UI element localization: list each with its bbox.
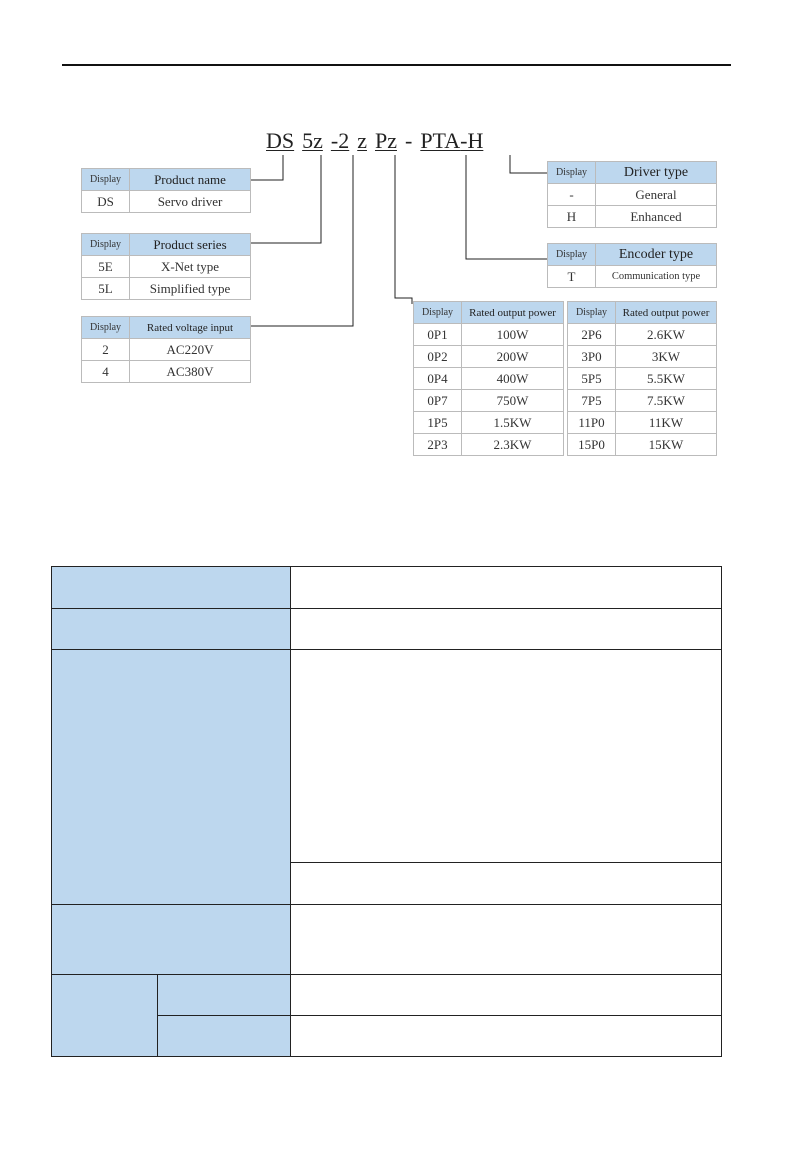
code-cell: 2 xyxy=(82,339,130,361)
table-row xyxy=(568,412,717,434)
product-series-title: Product series xyxy=(130,234,251,256)
leader-power xyxy=(395,155,412,304)
table-row xyxy=(414,390,564,412)
value-cell: Enhanced xyxy=(596,206,717,228)
code-cell: - xyxy=(548,184,596,206)
table-row xyxy=(568,368,717,390)
value-cell: 15KW xyxy=(616,434,717,456)
leader-product-name xyxy=(250,155,283,180)
spec-table xyxy=(51,566,722,1057)
code-cell: 0P1 xyxy=(414,324,462,346)
encoder-type-title: Encoder type xyxy=(596,244,717,266)
value-cell: 3KW xyxy=(616,346,717,368)
value-cell xyxy=(291,567,722,609)
value-cell: 400W xyxy=(462,368,564,390)
model-voltage: -2 xyxy=(330,128,350,153)
table-row xyxy=(82,256,251,278)
model-encoder: PTA xyxy=(420,128,461,153)
product-name-table xyxy=(81,168,251,213)
code-cell: 15P0 xyxy=(568,434,616,456)
model-z-mark: z xyxy=(357,128,367,153)
table-row xyxy=(52,609,722,650)
value-cell: 1.5KW xyxy=(462,412,564,434)
table-row xyxy=(52,975,722,1016)
label-cell xyxy=(52,975,158,1057)
table-row xyxy=(414,346,564,368)
driver-type-title: Driver type xyxy=(596,162,717,184)
code-cell: DS xyxy=(82,191,130,213)
value-cell: 100W xyxy=(462,324,564,346)
leader-rated-voltage xyxy=(250,155,353,326)
label-cell xyxy=(52,567,291,609)
code-cell: T xyxy=(548,266,596,288)
table-row xyxy=(414,368,564,390)
encoder-type-table xyxy=(547,243,717,288)
table-row xyxy=(52,905,722,975)
code-cell: 2P3 xyxy=(414,434,462,456)
table-row xyxy=(548,184,717,206)
table-row xyxy=(52,567,722,609)
code-cell: 2P6 xyxy=(568,324,616,346)
power-table-right xyxy=(567,301,717,456)
value-cell xyxy=(291,863,722,905)
driver-type-table xyxy=(547,161,717,228)
table-row xyxy=(414,434,564,456)
value-cell: General xyxy=(596,184,717,206)
model-dash: - xyxy=(404,128,413,153)
value-cell: AC220V xyxy=(130,339,251,361)
value-cell xyxy=(291,609,722,650)
code-cell: 7P5 xyxy=(568,390,616,412)
value-cell xyxy=(291,1016,722,1057)
model-series: 5z xyxy=(302,128,323,153)
value-cell xyxy=(291,905,722,975)
leader-encoder xyxy=(466,155,548,259)
value-cell: X-Net type xyxy=(130,256,251,278)
rated-voltage-table xyxy=(81,316,251,383)
sublabel-cell xyxy=(158,1016,291,1057)
display-header: Display xyxy=(548,162,596,184)
model-prefix: DS xyxy=(266,128,295,153)
value-cell: 11KW xyxy=(616,412,717,434)
label-cell xyxy=(52,905,291,975)
code-cell: 11P0 xyxy=(568,412,616,434)
label-cell xyxy=(52,650,291,905)
display-header: Display xyxy=(548,244,596,266)
leader-product-series xyxy=(250,155,321,243)
table-row xyxy=(568,324,717,346)
display-header: Display xyxy=(414,302,462,324)
power-title: Rated output power xyxy=(616,302,717,324)
value-cell: 200W xyxy=(462,346,564,368)
value-cell: Servo driver xyxy=(130,191,251,213)
display-header: Display xyxy=(568,302,616,324)
display-header: Display xyxy=(82,169,130,191)
rated-voltage-title: Rated voltage input xyxy=(130,317,251,339)
code-cell: 0P4 xyxy=(414,368,462,390)
code-cell: 5P5 xyxy=(568,368,616,390)
value-cell: 750W xyxy=(462,390,564,412)
table-row xyxy=(82,339,251,361)
code-cell: H xyxy=(548,206,596,228)
code-cell: 0P7 xyxy=(414,390,462,412)
value-cell: 2.6KW xyxy=(616,324,717,346)
value-cell: 2.3KW xyxy=(462,434,564,456)
value-cell xyxy=(291,650,722,863)
display-header: Display xyxy=(82,234,130,256)
code-cell: 1P5 xyxy=(414,412,462,434)
code-cell: 4 xyxy=(82,361,130,383)
code-cell: 5E xyxy=(82,256,130,278)
product-name-title: Product name xyxy=(130,169,251,191)
table-row xyxy=(414,412,564,434)
table-row xyxy=(568,390,717,412)
code-cell: 0P2 xyxy=(414,346,462,368)
sublabel-cell xyxy=(158,975,291,1016)
value-cell: 5.5KW xyxy=(616,368,717,390)
table-row xyxy=(548,266,717,288)
table-row xyxy=(414,324,564,346)
table-row xyxy=(52,650,722,863)
model-power: Pz xyxy=(374,128,397,153)
value-cell: Communication type xyxy=(596,266,717,288)
product-series-table xyxy=(81,233,251,300)
value-cell: 7.5KW xyxy=(616,390,717,412)
table-row xyxy=(82,191,251,213)
leader-driver xyxy=(510,155,548,173)
table-row xyxy=(568,346,717,368)
value-cell: Simplified type xyxy=(130,278,251,300)
value-cell xyxy=(291,975,722,1016)
display-header: Display xyxy=(82,317,130,339)
table-row xyxy=(548,206,717,228)
label-cell xyxy=(52,609,291,650)
code-cell: 5L xyxy=(82,278,130,300)
power-title: Rated output power xyxy=(462,302,564,324)
model-driver: -H xyxy=(460,128,484,153)
code-cell: 3P0 xyxy=(568,346,616,368)
power-table-left xyxy=(413,301,564,456)
table-row xyxy=(568,434,717,456)
table-row xyxy=(82,361,251,383)
value-cell: AC380V xyxy=(130,361,251,383)
table-row xyxy=(82,278,251,300)
